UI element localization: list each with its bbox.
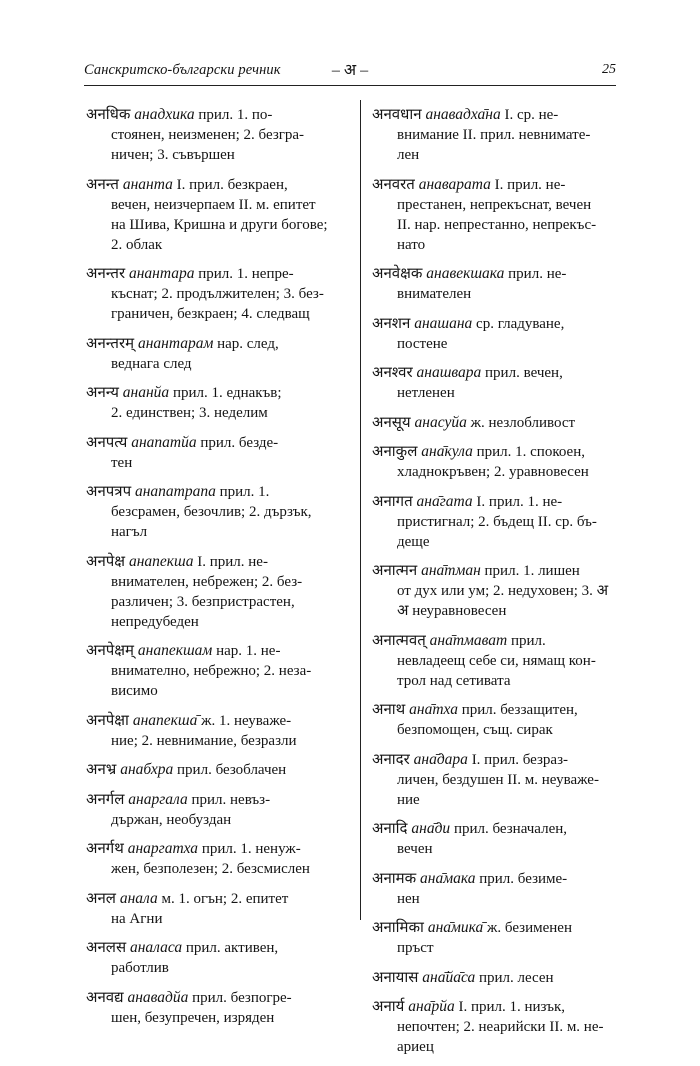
- headword-transliteration: ана̄дара: [409, 750, 468, 768]
- entry-line: [372, 868, 630, 889]
- headword-transliteration: ана̄йа̄са: [418, 968, 476, 986]
- dictionary-entry: [86, 937, 348, 978]
- dictionary-entry: [372, 412, 630, 433]
- dictionary-entry: [86, 174, 348, 255]
- dictionary-entry: [372, 868, 630, 909]
- headword-devanagari: अनपत्रप: [86, 482, 132, 500]
- headword-devanagari: अनपेक्ष: [86, 551, 126, 570]
- dictionary-entry: [372, 313, 630, 354]
- definition-text: прил. активен,: [182, 940, 279, 956]
- dictionary-entry: [372, 630, 630, 691]
- entry-line: [86, 888, 348, 909]
- headword-devanagari: अनार्य: [372, 997, 405, 1015]
- definition-text: прил. безоблачен: [173, 762, 287, 778]
- entry-line: вечен, неизчерпаем II. м. епитет: [111, 196, 316, 213]
- dictionary-entry: [372, 996, 630, 1057]
- entry-line: [372, 917, 630, 938]
- headword-devanagari: अनवधान: [372, 105, 422, 123]
- dictionary-entry: [372, 917, 630, 958]
- dictionary-entry: [86, 481, 348, 542]
- headword-transliteration: ана̄гата: [412, 492, 473, 510]
- headword-transliteration: анаргала: [124, 790, 188, 808]
- definition-text: ж. 1. неуваже-: [197, 712, 292, 729]
- definition-text: I. прил. безраз-: [467, 751, 569, 768]
- dictionary-entry: [372, 441, 630, 482]
- headword-devanagari: अनर्गथ: [86, 839, 124, 857]
- entry-line: внимателен: [397, 286, 472, 302]
- definition-text: прил. беззащитен,: [457, 702, 578, 718]
- headword-devanagari: अनादि: [372, 819, 408, 837]
- headword-transliteration: ана̄тман: [417, 562, 481, 579]
- entry-line: жен, безполезен; 2. безсмислен: [111, 861, 310, 877]
- headword-devanagari: अनन्तर: [86, 264, 126, 282]
- headword-transliteration: анала: [115, 889, 158, 907]
- headword-devanagari: अनर्गल: [86, 789, 125, 808]
- headword-devanagari: अनाथ: [372, 700, 406, 718]
- headword-devanagari: अनसूय: [372, 412, 411, 431]
- entry-line: [86, 551, 348, 572]
- entry-line: внимание II. прил. невнимате-: [397, 127, 591, 143]
- definition-text: прил. 1. непре-: [194, 266, 294, 282]
- entry-line: стоянен, неизменен; 2. безгра-: [111, 127, 305, 143]
- entry-line: 2. единствен; 3. неделим: [111, 405, 268, 421]
- entry-line: [372, 104, 630, 125]
- entry-line: престанен, непрекъснат, вечен: [397, 196, 592, 213]
- headword-transliteration: ана̄ди: [407, 820, 451, 837]
- entry-line: [86, 432, 348, 453]
- dictionary-entry: [372, 560, 630, 621]
- headword-transliteration: анавадйа: [123, 988, 189, 1006]
- headword-devanagari: अनन्य: [86, 383, 119, 401]
- entry-line: пристигнал; 2. бъдещ II. ср. бъ-: [397, 513, 597, 530]
- dictionary-entry: [372, 749, 630, 810]
- dictionary-entry: [86, 759, 348, 780]
- headword-transliteration: ана̄кула: [417, 443, 473, 460]
- entry-line: лен: [397, 147, 420, 163]
- left-column: [86, 104, 348, 1036]
- definition-text: прил. безначален,: [450, 821, 568, 837]
- headword-transliteration: анашвара: [412, 364, 482, 381]
- entry-line: къснат; 2. продължителен; 3. без-: [111, 286, 324, 302]
- definition-text: прил. лесен: [475, 969, 554, 986]
- right-column: [372, 104, 630, 1066]
- entry-line: държан, необуздан: [111, 811, 232, 828]
- entry-line: [86, 838, 348, 859]
- definition-text: I. прил. 1. не-: [472, 493, 563, 510]
- entry-line: на Шива, Кришна и други богове;: [111, 216, 328, 233]
- definition-text: прил. 1. лишен: [480, 563, 580, 579]
- headword-devanagari: अनवरत: [372, 174, 415, 193]
- headword-transliteration: ана̄рйа: [404, 998, 455, 1015]
- running-header: [84, 58, 616, 84]
- entry-line: веднага след: [111, 355, 192, 372]
- headword-transliteration: анадхика: [130, 106, 195, 123]
- headword-transliteration: анасуйа: [410, 413, 467, 431]
- dictionary-entry: [86, 987, 348, 1028]
- entry-line: шен, безупречен, изряден: [111, 1009, 275, 1026]
- headword-devanagari: अनन्त: [86, 174, 119, 193]
- headword-devanagari: अनवेक्षक: [372, 264, 423, 282]
- definition-text: прил. 1. еднакъв;: [169, 385, 282, 401]
- entry-line: [372, 174, 630, 195]
- headword-devanagari: अनधिक: [86, 105, 131, 123]
- entry-line: [372, 967, 630, 988]
- entry-line: пръст: [397, 940, 434, 956]
- definition-text: ср. гладуване,: [472, 315, 565, 332]
- entry-line: [372, 313, 630, 334]
- dictionary-entry: [86, 432, 348, 473]
- entry-line: трол над сетивата: [397, 672, 511, 689]
- dictionary-entry: [372, 967, 630, 988]
- definition-text: прил. безпогре-: [188, 989, 292, 1006]
- entry-line: ничен; 3. съвършен: [111, 147, 235, 163]
- headword-transliteration: анабхра: [116, 761, 174, 778]
- entry-line: [372, 362, 630, 383]
- headword-devanagari: अनामक: [372, 868, 417, 887]
- entry-line: [372, 749, 630, 770]
- headword-devanagari: अनागत: [372, 491, 413, 510]
- definition-text: I. ср. не-: [500, 107, 559, 123]
- headword-transliteration: ана̄тха: [405, 701, 458, 718]
- headword-transliteration: аналаса: [126, 939, 183, 956]
- entry-line: ариец: [397, 1039, 434, 1055]
- headword-devanagari: अनायास: [372, 967, 419, 986]
- entry-line: вечен: [397, 841, 433, 857]
- dictionary-entry: [86, 888, 348, 929]
- headword-devanagari: अनभ्र: [86, 760, 117, 778]
- definition-text: нар. 1. не-: [212, 643, 281, 659]
- entry-line: безсрамен, безочлив; 2. дързък,: [111, 504, 312, 520]
- dictionary-entry: [86, 333, 348, 374]
- definition-text: I. прил. 1. низък,: [454, 999, 566, 1015]
- entry-line: [86, 710, 348, 731]
- headword-devanagari: अनलस: [86, 938, 127, 956]
- headword-devanagari: अनपत्य: [86, 432, 128, 451]
- entry-line: ние: [397, 791, 420, 808]
- headword-transliteration: анашана: [410, 314, 473, 332]
- headword-transliteration: анавадха̄на: [421, 106, 501, 123]
- headword-transliteration: анавекшака: [422, 265, 505, 282]
- column-divider: [360, 100, 361, 920]
- entry-line: [86, 481, 348, 502]
- entry-line: [372, 263, 630, 284]
- headword-transliteration: ана̄тмават: [425, 631, 508, 649]
- entry-line: граничен, безкраен; 4. следващ: [111, 306, 310, 322]
- entry-line: от дух или ум; 2. недуховен; 3. अ: [397, 583, 609, 599]
- headword-devanagari: अनात्मन: [372, 561, 418, 579]
- entry-line: [86, 987, 348, 1008]
- entry-line: [372, 699, 630, 720]
- headword-transliteration: анапатйа: [127, 433, 197, 451]
- entry-line: различен; 3. безпристрастен,: [111, 593, 295, 610]
- entry-line: [372, 412, 630, 433]
- headword-transliteration: анапекша: [125, 552, 194, 570]
- entry-line: висимо: [111, 683, 158, 699]
- entry-line: внимателно, небрежно; 2. неза-: [111, 663, 312, 679]
- section-letter: – अ –: [331, 62, 369, 79]
- entry-line: работлив: [111, 960, 169, 976]
- definition-text: прил. 1. спокоен,: [472, 444, 585, 460]
- definition-text: прил. 1. ненуж-: [198, 841, 301, 857]
- entry-line: [86, 382, 348, 403]
- entry-line: [372, 630, 630, 651]
- headword-transliteration: анапатрапа: [131, 483, 216, 500]
- dictionary-entry: [86, 104, 348, 165]
- dictionary-entry: [86, 789, 348, 830]
- definition-text: I. прил. не-: [490, 176, 566, 193]
- headword-devanagari: अनाकुल: [372, 442, 418, 460]
- dictionary-entry: [372, 818, 630, 859]
- definition-text: прил. 1. по-: [194, 107, 273, 123]
- definition-text: нар. след,: [213, 335, 279, 352]
- definition-text: прил. безиме-: [475, 870, 568, 887]
- book-title: Санскритско-български речник: [84, 62, 281, 78]
- entry-line: [86, 174, 348, 195]
- dictionary-entry: [86, 382, 348, 423]
- entry-line: безпомощен, същ. сирак: [397, 722, 553, 738]
- headword-transliteration: ананта: [118, 175, 173, 193]
- entry-line: непредубеден: [111, 613, 199, 630]
- header-rule: [84, 85, 616, 86]
- entry-line: II. нар. непрестанно, непрекъс-: [397, 216, 597, 233]
- page-number: 25: [602, 62, 616, 77]
- dictionary-entry: [86, 551, 348, 632]
- entry-line: [86, 937, 348, 958]
- dictionary-entry: [372, 491, 630, 552]
- entry-line: [86, 640, 348, 661]
- headword-devanagari: अनन्तरम्: [86, 333, 135, 352]
- entry-line: личен, бездушен II. м. неуваже-: [397, 771, 599, 788]
- headword-transliteration: ана̄мика̄: [423, 919, 484, 936]
- headword-transliteration: анаргатха: [123, 840, 199, 857]
- entry-line: тен: [111, 454, 133, 471]
- entry-line: постене: [397, 335, 448, 352]
- definition-text: прил. 1.: [215, 484, 270, 500]
- headword-devanagari: अनवद्य: [86, 987, 124, 1006]
- entry-line: [372, 560, 630, 581]
- headword-transliteration: анантара: [125, 265, 195, 282]
- headword-transliteration: ананйа: [118, 384, 170, 401]
- dictionary-entry: [372, 362, 630, 403]
- definition-text: прил. вечен,: [481, 365, 563, 381]
- definition-text: прил.: [507, 632, 546, 649]
- definition-text: ж. незлобливост: [466, 414, 576, 431]
- entry-line: [86, 104, 348, 125]
- entry-line: нато: [397, 236, 426, 253]
- headword-devanagari: अनात्मवत्: [372, 630, 426, 649]
- dictionary-entry: [372, 104, 630, 165]
- entry-line: [86, 263, 348, 284]
- entry-line: अ неуравновесен: [397, 603, 507, 619]
- definition-text: I. прил. безкраен,: [172, 176, 288, 193]
- dictionary-entry: [86, 838, 348, 879]
- entry-line: [372, 491, 630, 512]
- headword-devanagari: अनामिका: [372, 918, 424, 936]
- dictionary-entry: [86, 263, 348, 324]
- entry-line: ние; 2. невнимание, безразли: [111, 732, 297, 749]
- entry-line: 2. облак: [111, 236, 163, 253]
- dictionary-entry: [372, 263, 630, 304]
- headword-devanagari: अनशन: [372, 313, 411, 332]
- definition-text: прил. безде-: [196, 434, 279, 451]
- entry-line: на Агни: [111, 910, 163, 927]
- definition-text: прил. не-: [504, 266, 567, 282]
- entry-line: нагъл: [111, 524, 148, 540]
- entry-line: нен: [397, 890, 420, 907]
- entry-line: [86, 333, 348, 354]
- definition-text: м. 1. огън; 2. епитет: [157, 890, 289, 907]
- headword-devanagari: अनपेक्षा: [86, 710, 129, 729]
- definition-text: ж. безименен: [483, 920, 572, 936]
- dictionary-entry: [372, 699, 630, 740]
- entry-line: [372, 818, 630, 839]
- headword-transliteration: анантарам: [134, 334, 214, 352]
- entry-line: нетленен: [397, 385, 455, 401]
- entry-line: [86, 789, 348, 810]
- definition-text: прил. невъз-: [187, 791, 271, 808]
- headword-devanagari: अनपेक्षम्: [86, 641, 135, 659]
- definition-text: I. прил. не-: [193, 553, 268, 570]
- entry-line: непочтен; 2. неарийски II. м. не-: [397, 1019, 604, 1035]
- entry-line: [86, 759, 348, 780]
- entry-line: невладеещ себе си, нямащ кон-: [397, 652, 596, 669]
- headword-devanagari: अनश्वर: [372, 363, 413, 381]
- headword-devanagari: अनादर: [372, 749, 410, 768]
- dictionary-entry: [86, 640, 348, 701]
- headword-transliteration: анаварата: [414, 175, 491, 193]
- entry-line: внимателен, небрежен; 2. без-: [111, 573, 303, 590]
- headword-devanagari: अनल: [86, 888, 116, 907]
- entry-line: [372, 441, 630, 462]
- headword-transliteration: анапекша̄: [128, 711, 198, 729]
- headword-transliteration: ана̄мака: [416, 869, 476, 887]
- entry-line: хладнокръвен; 2. уравновесен: [397, 464, 589, 480]
- dictionary-entry: [372, 174, 630, 255]
- dictionary-entry: [86, 710, 348, 751]
- headword-transliteration: анапекшам: [134, 642, 213, 659]
- entry-line: [372, 996, 630, 1017]
- entry-line: деще: [397, 533, 430, 550]
